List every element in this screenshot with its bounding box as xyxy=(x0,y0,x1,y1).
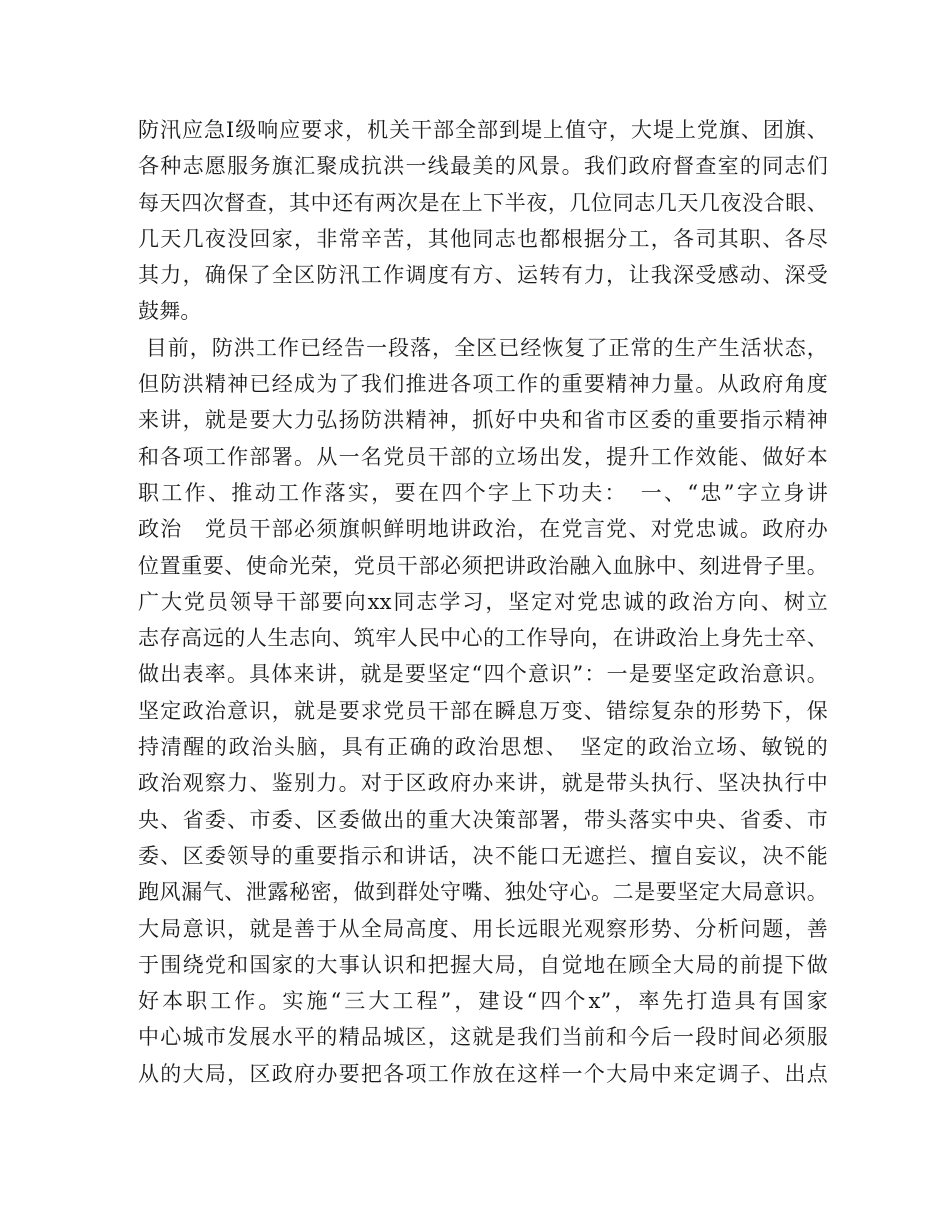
text-line: 每天四次督查，其中还有两次是在上下半夜，几位同志几天几夜没合眼、 xyxy=(138,190,828,215)
text-line: 职工作、推动工作落实，要在四个字上下功夫： 一、“忠”字立身讲 xyxy=(138,480,828,505)
text-line: 政治观察力、鉴别力。对于区政府办来讲，就是带头执行、坚决执行中 xyxy=(138,771,828,796)
text-line: 位置重要、使命光荣，党员干部必须把讲政治融入血脉中、刻进骨子里。 xyxy=(138,553,828,578)
text-line: 中心城市发展水平的精品城区，这就是我们当前和今后一段时间必须服 xyxy=(138,1025,828,1050)
text-line: 委、区委领导的重要指示和讲话，决不能口无遮拦、擅自妄议，决不能 xyxy=(138,843,828,868)
text-line: 做出表率。具体来讲，就是要坚定“四个意识”：一是要坚定政治意识。 xyxy=(138,662,828,687)
text-line: 各种志愿服务旗汇聚成抗洪一线最美的风景。我们政府督查室的同志们 xyxy=(138,154,828,179)
text-line: 来讲，就是要大力弘扬防洪精神，抓好中央和省市区委的重要指示精神 xyxy=(138,408,828,433)
text-line: 志存高远的人生志向、筑牢人民中心的工作导向，在讲政治上身先士卒、 xyxy=(138,626,828,651)
text-line: 央、省委、市委、区委做出的重大决策部署，带头落实中央、省委、市 xyxy=(138,807,828,832)
text-line: 持清醒的政治头脑，具有正确的政治思想、 坚定的政治立场、敏锐的 xyxy=(138,735,828,760)
body-text xyxy=(138,112,828,1092)
text-line: 防汛应急Ⅰ级响应要求，机关干部全部到堤上值守，大堤上党旗、团旗、 xyxy=(138,118,828,142)
text-line: 但防洪精神已经成为了我们推进各项工作的重要精神力量。从政府角度 xyxy=(138,372,828,397)
text-line: 坚定政治意识，就是要求党员干部在瞬息万变、错综复杂的形势下，保 xyxy=(138,698,828,723)
text-line: 其力，确保了全区防汛工作调度有方、运转有力，让我深受感动、深受 xyxy=(138,263,828,288)
text-line: 政治 党员干部必须旗帜鲜明地讲政治，在党言党、对党忠诚。政府办 xyxy=(138,517,828,542)
text-line: 跑风漏气、泄露秘密，做到群处守嘴、独处守心。二是要坚定大局意识。 xyxy=(138,880,828,905)
text-line: 几天几夜没回家，非常辛苦，其他同志也都根据分工，各司其职、各尽 xyxy=(138,226,828,251)
text-line: 于围绕党和国家的大事认识和把握大局，自觉地在顾全大局的前提下做 xyxy=(138,952,828,977)
text-line: 从的大局，区政府办要把各项工作放在这样一个大局中来定调子、出点 xyxy=(138,1061,828,1086)
text-line: 好本职工作。实施“三大工程”，建设“四个x”，率先打造具有国家 xyxy=(138,989,828,1014)
text-line: 目前，防洪工作已经告一段落，全区已经恢复了正常的生产生活状态， xyxy=(138,335,828,360)
text-line: 鼓舞。 xyxy=(138,299,202,324)
text-line: 和各项工作部署。从一名党员干部的立场出发，提升工作效能、做好本 xyxy=(138,444,828,469)
text-line: 广大党员领导干部要向xx同志学习，坚定对党忠诚的政治方向、树立 xyxy=(138,589,828,614)
text-line: 大局意识，就是善于从全局高度、用长远眼光观察形势、分析问题，善 xyxy=(138,916,828,941)
